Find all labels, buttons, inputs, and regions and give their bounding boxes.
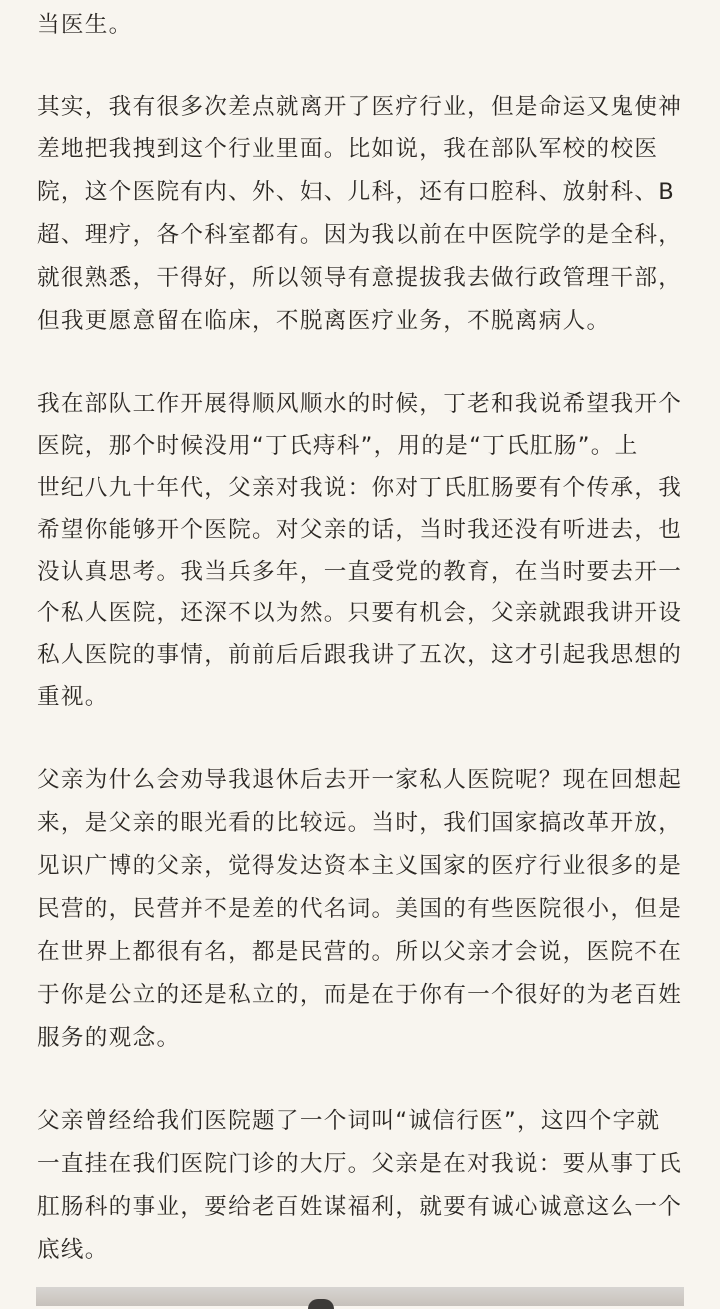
article-line: 重视。 bbox=[37, 684, 109, 710]
article-line: 于你是公立的还是私立的，而是在于你有一个很好的为老百姓 bbox=[37, 982, 683, 1008]
article-line: 没认真思考。我当兵多年，一直受党的教育，在当时要去开一 bbox=[37, 559, 683, 585]
article-line: 民营的，民营并不是差的代名词。美国的有些医院很小，但是 bbox=[37, 896, 683, 922]
article-image bbox=[36, 1287, 684, 1306]
article-line: 但我更愿意留在临床，不脱离医疗业务，不脱离病人。 bbox=[37, 308, 611, 334]
article-line: 当医生。 bbox=[37, 12, 133, 38]
article-line: 超、理疗，各个科室都有。因为我以前在中医院学的是全科， bbox=[37, 222, 683, 248]
article-line: 世纪八九十年代，父亲对我说：你对丁氏肛肠要有个传承，我 bbox=[37, 475, 683, 501]
article-line: 父亲曾经给我们医院题了一个词叫“诚信行医”，这四个字就 bbox=[37, 1108, 661, 1134]
article-line: 私人医院的事情，前前后后跟我讲了五次，这才引起我思想的 bbox=[37, 642, 683, 668]
article-line: 个私人医院，还深不以为然。只要有机会，父亲就跟我讲开设 bbox=[37, 600, 683, 626]
article-line: 见识广博的父亲，觉得发达资本主义国家的医疗行业很多的是 bbox=[37, 853, 683, 879]
article-line: 差地把我拽到这个行业里面。比如说，我在部队军校的校医 bbox=[37, 136, 659, 162]
article-line: 来，是父亲的眼光看的比较远。当时，我们国家搞改革开放， bbox=[37, 810, 683, 836]
article-line: 服务的观念。 bbox=[37, 1025, 181, 1051]
image-subject bbox=[308, 1299, 334, 1309]
article-line: 医院，那个时候没用“丁氏痔科”，用的是“丁氏肛肠”。上 bbox=[37, 433, 639, 459]
article-line: 院，这个医院有内、外、妇、儿科，还有口腔科、放射科、B bbox=[37, 179, 676, 205]
article-line: 在世界上都很有名，都是民营的。所以父亲才会说，医院不在 bbox=[37, 939, 683, 965]
article-line: 我在部队工作开展得顺风顺水的时候，丁老和我说希望我开个 bbox=[37, 391, 683, 417]
article-line: 希望你能够开个医院。对父亲的话，当时我还没有听进去，也 bbox=[37, 517, 683, 543]
article-line: 一直挂在我们医院门诊的大厅。父亲是在对我说：要从事丁氏 bbox=[37, 1151, 683, 1177]
article-line: 就很熟悉，干得好，所以领导有意提拔我去做行政管理干部， bbox=[37, 265, 683, 291]
article-line: 其实，我有很多次差点就离开了医疗行业，但是命运又鬼使神 bbox=[37, 94, 683, 120]
article-line: 底线。 bbox=[37, 1237, 109, 1263]
article-line: 父亲为什么会劝导我退休后去开一家私人医院呢？现在回想起 bbox=[37, 767, 683, 793]
article-line: 肛肠科的事业，要给老百姓谋福利，就要有诚心诚意这么一个 bbox=[37, 1194, 683, 1220]
